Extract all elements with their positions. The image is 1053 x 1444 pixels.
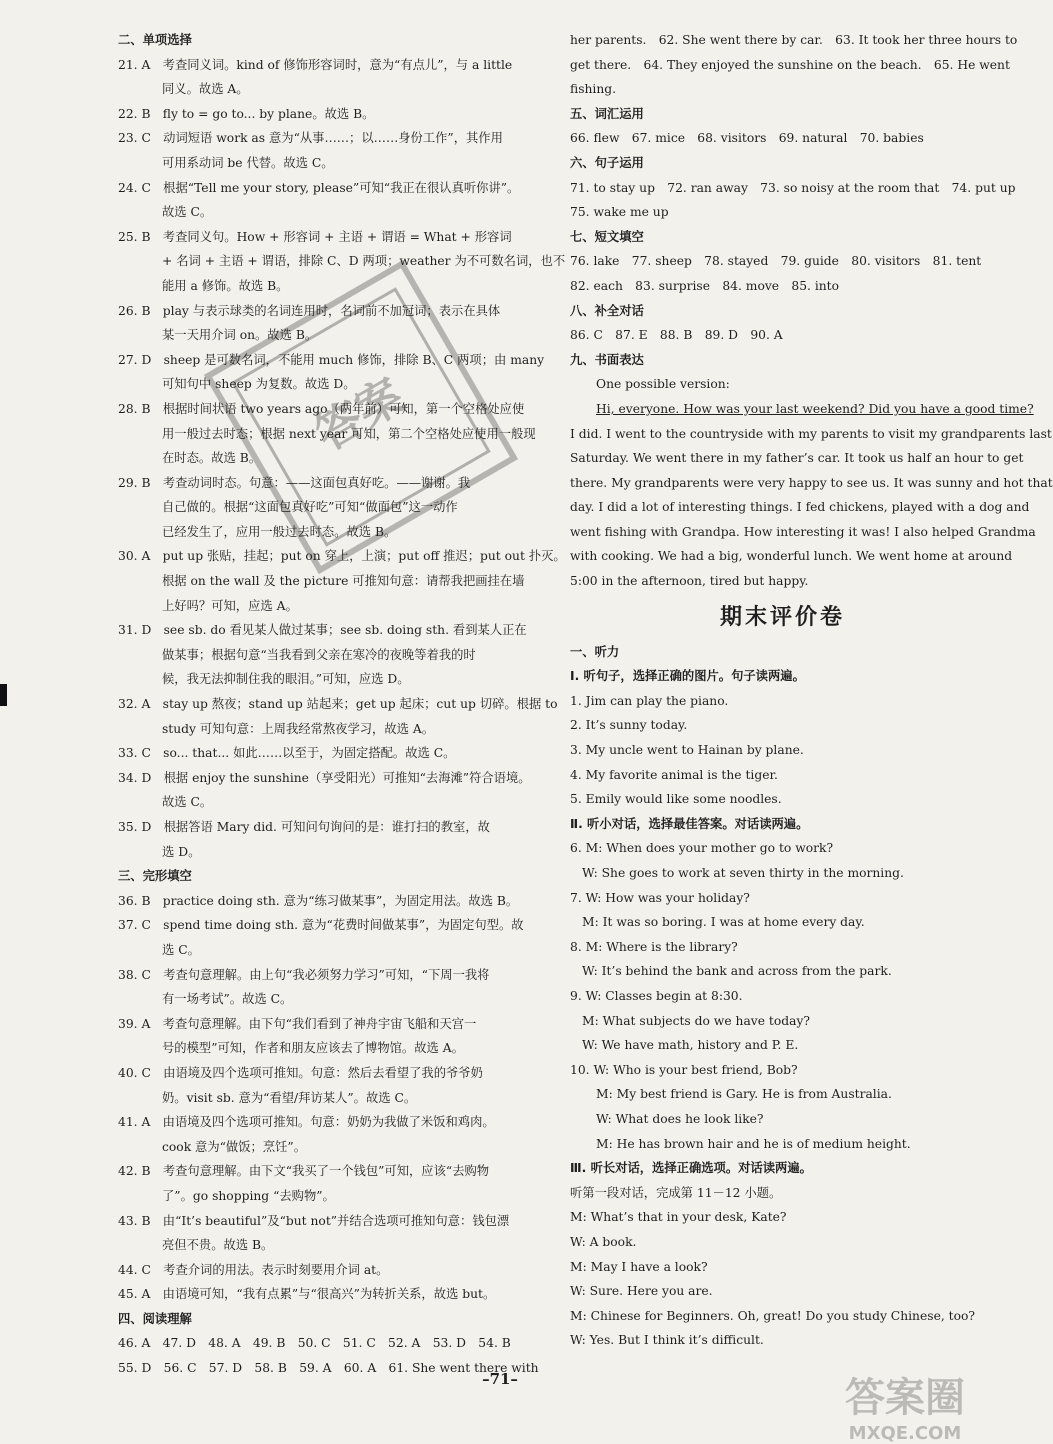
answer-line: 23. C 动词短语 work as 意为“从事……；以……身份工作”，其作用 [118,131,503,146]
script-line: 8. M: Where is the library? [570,939,738,954]
answer-line: 43. B 由“It’s beautiful”及“but not”并结合选项可推知句意：钱包漂 [118,1213,510,1228]
answer-line: 同义。故选 A。 [162,82,249,97]
answer-line: 36. B practice doing sth. 意为“练习做某事”，为固定用法。故选 B。 [118,893,519,908]
script-line: 7. W: How was your holiday? [570,890,750,905]
script-line: 3. My uncle went to Hainan by plane. [570,743,804,758]
answer-line: 在时态。故选 B。 [162,451,262,466]
answer-line: 76. lake 77. sheep 78. stayed 79. guide 80. visitors 81. tent [570,254,982,269]
answer-line: 24. C 根据“Tell me your story, please”可知“我正在很认真听你讲”。 [118,180,520,195]
script-line: W: A book. [570,1234,637,1249]
script-line: 9. W: Classes begin at 8:30. [570,988,743,1003]
answer-line: with cooking. We had a big, wonderful lunch. We went home at around [570,549,1013,564]
answer-line: 故选 C。 [162,205,213,220]
section-heading: 九、书面表达 [570,352,644,367]
answer-line: there. My grandparents were very happy to see us. It was sunny and hot that [570,475,1053,490]
answer-line: 根据 on the wall 及 the picture 可推知句意：请帮我把画挂在墙 [162,574,525,589]
binding-mark [0,684,7,706]
answer-line: 5:00 in the afternoon, tired but happy. [570,574,809,589]
answer-line: 奶。visit sb. 意为“看望/拜访某人”。故选 C。 [162,1090,417,1105]
answer-line: 候，我无法抑制住我的眼泪。”可知，应选 D。 [162,672,410,687]
answer-line: 45. A 由语境可知，“我有点累”与“很高兴”为转折关系，故选 but。 [118,1287,496,1302]
page-number: –71– [482,1370,518,1388]
script-line: 2. It’s sunny today. [570,718,688,733]
answer-line: 有一场考试”。故选 C。 [162,992,293,1007]
stamp-text: 答案 [306,368,413,461]
script-line: 6. M: When does your mother go to work? [570,841,834,856]
script-line: W: Sure. Here you are. [570,1284,713,1299]
script-line: W: Yes. But I think it’s difficult. [570,1333,764,1348]
answer-line: 37. C spend time doing sth. 意为“花费时间做某事”，为固定句型。故 [118,918,524,933]
script-line: M: My best friend is Gary. He is from Australia. [596,1087,892,1102]
answer-line: 39. A 考查句意理解。由下句“我们看到了神舟宇宙飞船和天宫一 [118,1016,477,1031]
answer-line: get there. 64. They enjoyed the sunshine on the beach. 65. He went [570,57,1010,72]
answer-line: 35. D 根据答语 Mary did. 可知问句询问的是：谁打扫的教室，故 [118,820,490,834]
answer-line: 22. B fly to = go to... by plane。故选 B。 [118,106,375,121]
section-heading: 三、完形填空 [118,869,192,884]
answer-line: 选 D。 [162,844,201,859]
answer-line: her parents. 62. She went there by car. 63. It took her three hours to [570,33,1018,47]
answer-line: Hi, everyone. How was your last weekend? Did you have a good time? [596,401,1034,416]
section-heading: Ⅰ. 听句子，选择正确的图片。句子读两遍。 [570,669,805,684]
answer-line: cook 意为“做饭；烹饪”。 [162,1139,307,1154]
script-line: M: It was so boring. I was at home every day. [582,915,865,930]
script-line: W: What does he look like? [596,1111,764,1126]
section-heading: 四、阅读理解 [118,1311,192,1326]
watermark-top: 答案圈 [845,1375,965,1421]
answer-line: 46. A 47. D 48. A 49. B 50. C 51. C 52. A 53. D 54. B [118,1336,511,1351]
script-line: W: We have math, history and P. E. [582,1038,799,1053]
answer-line: + 名词 + 主语 + 谓语，排除 C、D 两项；weather 为不可数名词，也不 [162,254,566,269]
answer-line: 自己做的。根据“这面包真好吃”可知“做面包”这一动作 [162,500,458,515]
answer-line: 40. C 由语境及四个选项可推知。句意：然后去看望了我的爷爷奶 [118,1065,483,1080]
answer-line: 29. B 考查动词时态。句意：——这面包真好吃。——谢谢。我 [118,475,471,490]
answer-line: 42. B 考查句意理解。由下文“我买了一个钱包”可知，应该“去购物 [118,1164,490,1179]
answer-line: study 可知句意：上周我经常熬夜学习，故选 A。 [162,721,435,736]
answer-line: day. I did a lot of interesting things. I fed chickens, played with a dog and [570,500,1030,515]
answer-line: fishing. [570,82,617,97]
script-line: M: What’s that in your desk, Kate? [570,1210,787,1225]
answer-line: 31. D see sb. do 看见某人做过某事；see sb. doing sth. 看到某人正在 [118,623,527,638]
script-line: M: What subjects do we have today? [582,1013,810,1028]
section-heading: 八、补全对话 [570,303,644,318]
script-line: W: She goes to work at seven thirty in the morning. [582,866,904,880]
answer-line: 21. A 考查同义词。kind of 修饰形容词时，意为“有点儿”，与 a little [118,57,513,72]
answer-line: 亮但不贵。故选 B。 [162,1238,274,1253]
answer-line: 用一般过去时态；根据 next year 可知，第二个空格处应使用一般现 [162,426,536,441]
answer-line: 32. A stay up 熬夜；stand up 站起来；get up 起床；cut up 切碎。根据 to [118,697,558,712]
answer-line: 28. B 根据时间状语 two years ago（两年前）可知，第一个空格处应使 [118,401,525,416]
script-line: 10. W: Who is your best friend, Bob? [570,1062,798,1077]
script-line: 4. My favorite animal is the tiger. [570,767,778,782]
section-heading: 七、短文填空 [570,229,644,244]
answer-line: 86. C 87. E 88. B 89. D 90. A [570,328,783,343]
watermark-logo [820,1366,990,1444]
answer-line: 做某事；根据句意“当我看到父亲在寒冷的夜晚等着我的时 [162,647,476,662]
script-line: 听第一段对话，完成第 11－12 小题。 [570,1185,782,1200]
answer-line: 能用 a 修饰。故选 B。 [162,278,289,293]
section-heading: 二、单项选择 [118,33,192,47]
answer-line: 故选 C。 [162,795,213,810]
answer-line: 33. C so... that... 如此……以至于，为固定搭配。故选 C。 [118,746,456,761]
right-column [570,28,1053,1353]
answer-line: 66. flew 67. mice 68. visitors 69. natural 70. babies [570,131,924,146]
answer-line: 26. B play 与表示球类的名词连用时，名词前不加冠词；表示在具体 [118,303,501,318]
answer-line: 号的模型”可知，作者和朋友应该去了博物馆。故选 A。 [162,1041,464,1056]
listening-script [570,640,995,1353]
answer-line: 75. wake me up [570,205,669,220]
answer-line: 选 C。 [162,942,200,957]
answer-line: Saturday. We went there in my father’s car. It took us half an hour to get [570,451,1024,466]
answer-line: 30. A put up 张贴，挂起；put on 穿上，上演；put off 推迟；put out 扑灭。 [118,549,566,564]
answer-line: 82. each 83. surprise 84. move 85. into [570,278,840,293]
answer-line: 27. D sheep 是可数名词，不能用 much 修饰，排除 B、C 两项；由 many [118,352,545,367]
watermark-bottom: MXQE.COM [848,1423,962,1444]
script-line: W: It’s behind the bank and across from the park. [582,964,892,979]
answer-line: went fishing with Grandpa. How interesting it was! I also helped Grandma [570,524,1036,539]
script-line: M: He has brown hair and he is of medium height. [596,1136,911,1151]
script-line: M: Chinese for Beginners. Oh, great! Do you study Chinese, too? [570,1308,976,1323]
answer-line: 可用系动词 be 代替。故选 C。 [162,155,334,170]
exam-title: 期末评价卷 [719,604,845,630]
answer-line: 41. A 由语境及四个选项可推知。句意：奶奶为我做了米饭和鸡肉。 [118,1115,495,1130]
answer-line: 可知句中 sheep 为复数。故选 D。 [162,377,356,392]
answer-line: 已经发生了，应用一般过去时态。故选 B。 [162,524,397,539]
answer-line: 某一天用介词 on。故选 B。 [162,328,318,343]
script-line: M: May I have a look? [570,1259,708,1274]
left-column [118,28,566,1381]
answer-line: 34. D 根据 enjoy the sunshine（享受阳光）可推知“去海滩”符合语境。 [118,770,531,785]
answer-line: One possible version: [596,377,730,392]
answer-line: 25. B 考查同义句。How + 形容词 + 主语 + 谓语 = What + 形容词 [118,229,512,244]
script-line: 1. Jim can play the piano. [570,693,729,708]
script-line: 5. Emily would like some noodles. [570,792,782,807]
answer-line: 55. D 56. C 57. D 58. B 59. A 60. A 61. She went there with [118,1361,539,1376]
answer-line: 38. C 考查句意理解。由上句“我必须努力学习”可知，“下周一我将 [118,967,490,982]
section-heading: Ⅱ. 听小对话，选择最佳答案。对话读两遍。 [570,816,809,831]
answer-line: 了”。go shopping “去购物”。 [162,1188,335,1203]
section-heading: 五、词汇运用 [570,106,644,121]
section-heading: 一、听力 [570,644,620,659]
right-answers [570,28,1053,594]
answer-line: I did. I went to the countryside with my parents to visit my grandparents last [570,426,1052,441]
section-heading: 六、句子运用 [570,155,644,170]
answer-line: 44. C 考查介词的用法。表示时刻要用介词 at。 [118,1262,389,1277]
answer-line: 71. to stay up 72. ran away 73. so noisy at the room that 74. put up [570,180,1016,195]
section-heading: Ⅲ. 听长对话，选择正确选项。对话读两遍。 [570,1161,812,1176]
answer-line: 上好吗？可知，应选 A。 [162,598,298,613]
